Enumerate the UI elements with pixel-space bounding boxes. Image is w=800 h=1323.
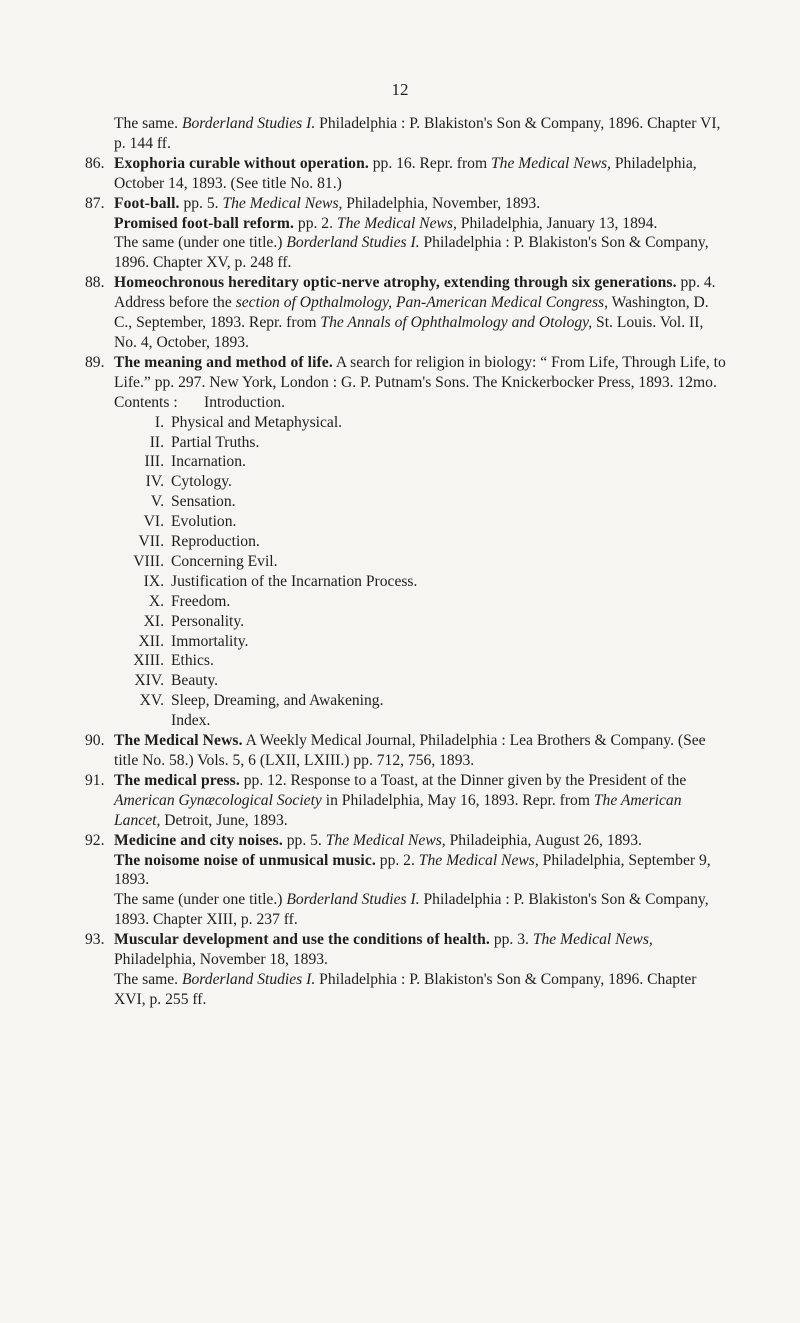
chapter-number: VII. xyxy=(138,533,164,551)
entry-86: 86. Exophoria curable without operation. pp. 16. Repr. from The Medical News, Philadelphia, October 14, 1893. (See title No. 81.) xyxy=(85,154,697,192)
chapter-title: Sensation. xyxy=(171,493,236,511)
entry-title: Medicine and city noises. xyxy=(114,831,283,849)
chapter-number: V. xyxy=(150,493,164,511)
contents-item xyxy=(114,612,730,632)
entry-number: 86. xyxy=(85,154,105,172)
contents-item xyxy=(114,452,730,472)
contents-index: Index. xyxy=(171,712,211,730)
contents-item xyxy=(114,572,730,592)
chapter-title: Cytology. xyxy=(171,473,232,491)
chapter-title: Evolution. xyxy=(171,513,237,531)
chapter-title: Immortality. xyxy=(171,632,249,650)
contents-heading: Contents : Introduction. xyxy=(114,393,285,411)
contents-item xyxy=(114,472,730,492)
chapter-number: IX. xyxy=(143,572,164,590)
chapter-number: XII. xyxy=(138,632,164,650)
contents-item xyxy=(114,413,730,433)
chapter-title: Ethics. xyxy=(171,652,214,670)
entry-title: The medical press. xyxy=(114,771,240,789)
entry-subtitle: Promised foot-ball reform. xyxy=(114,214,295,232)
contents-item xyxy=(114,532,730,552)
chapter-number: II. xyxy=(149,433,164,451)
contents-item xyxy=(114,492,730,512)
contents-item xyxy=(114,632,730,652)
page-number: 12 xyxy=(391,80,409,99)
entry-subtitle: The noisome noise of unmusical music. xyxy=(114,851,376,869)
chapter-number: XI. xyxy=(143,612,164,630)
chapter-title: Reproduction. xyxy=(171,533,260,551)
chapter-title: Partial Truths. xyxy=(171,433,260,451)
chapter-number: III. xyxy=(144,453,164,471)
entry-88: 88. Homeochronous hereditary optic-nerve atrophy, extending through six generations. pp. 4. Address before the section of Opthalmology, Pan-American Medical Congress, Washington, D. C., September, 1893. Repr. from The Annals of Ophthalmology and Otology, St. Louis. Vol. II, No. 4, October, 1893. xyxy=(85,274,716,351)
chapter-title: Beauty. xyxy=(171,672,219,690)
bibliography-list xyxy=(85,114,730,1010)
chapter-number: IV. xyxy=(145,473,164,491)
entry-87: 87. Foot-ball. pp. 5. The Medical News, Philadelphia, November, 1893. Promised foot-ball reform. pp. 2. The Medical News, Philadelphia, January 13, 1894. The same (under one title.) Borderland Studies I. Philadelphia : P. Blakiston's Son & Company, 1896. Chapter XV, p. 248 ff. xyxy=(85,194,709,272)
chapter-number: VI. xyxy=(143,513,164,531)
chapter-number: I. xyxy=(154,413,164,431)
contents-item xyxy=(114,552,730,572)
chapter-number: XV. xyxy=(139,692,164,710)
entry-title: Homeochronous hereditary optic-nerve atrophy, extending through six generations. xyxy=(114,274,677,292)
entry-title: Exophoria curable without operation. xyxy=(114,154,369,172)
chapter-number: XIV. xyxy=(134,672,164,690)
entry-92: 92. Medicine and city noises. pp. 5. The Medical News, Philadeiphia, August 26, 1893. The noisome noise of unmusical music. pp. 2. The Medical News, Philadelphia, September 9, 1893. The same (under one title.) Borderland Studies I. Philadelphia : P. Blakiston's Son & Company, 1893. Chapter XIII, p. 237 ff. xyxy=(85,831,711,929)
contents-list xyxy=(114,413,730,712)
contents-item xyxy=(114,592,730,612)
entry-title: The meaning and method of life. xyxy=(114,353,333,371)
entry-title: Foot-ball. xyxy=(114,194,180,212)
chapter-title: Concerning Evil. xyxy=(171,552,278,570)
entry-93: 93. Muscular development and use the conditions of health. pp. 3. The Medical News, Philadelphia, November 18, 1893. The same. Borderland Studies I. Philadelphia : P. Blakiston's Son & Company, 1896. Chapter XVI, p. 255 ff. xyxy=(85,931,697,1008)
chapter-title: Physical and Metaphysical. xyxy=(171,413,343,431)
entry-title: Muscular development and use the conditions of health. xyxy=(114,931,490,949)
contents-item xyxy=(114,433,730,453)
entry-number: 87. xyxy=(85,194,105,212)
entry-91: 91. The medical press. pp. 12. Response to a Toast, at the Dinner given by the President of the American Gynæcological Society in Philadelphia, May 16, 1893. Repr. from The American Lancet, Detroit, June, 1893. xyxy=(85,771,687,829)
chapter-number: X. xyxy=(148,592,164,610)
chapter-title: Sleep, Dreaming, and Awakening. xyxy=(171,692,384,710)
chapter-number: XIII. xyxy=(133,652,164,670)
chapter-title: Incarnation. xyxy=(171,453,246,471)
chapter-title: Personality. xyxy=(171,612,245,630)
contents-item xyxy=(114,691,730,711)
contents-item xyxy=(114,512,730,532)
entry-number: 92. xyxy=(85,831,105,849)
chapter-title: Freedom. xyxy=(171,592,231,610)
contents-item xyxy=(114,651,730,671)
contents-item xyxy=(114,671,730,691)
entry-89: 89. The meaning and method of life. A search for religion in biology: “ From Life, Through Life, to Life.” pp. 297. New York, London : G. P. Putnam's Sons. The Knickerbocker Press, 1893. 12mo. Contents : Introduction. I. Physical and Metaphysical. II. Partial Truths. III. Incarnation. IV. Cytology. V. Sensation. VI. Evolution. VII. Reproduction. VIII. Concerning Evil. IX. Justification of the Incarnation Process. X. Freedom. XI. Personality. XII. Immortality. XIII. Ethics. XIV. Beauty. XV. Sleep, Dreaming, and Awakening. Index. xyxy=(90,353,730,731)
entry-number: 91. xyxy=(85,771,105,789)
entry-number: 88. xyxy=(85,274,105,292)
entry-90: 90. The Medical News. A Weekly Medical Journal, Philadelphia : Lea Brothers & Company. (See title No. 58.) Vols. 5, 6 (LXII, LXIII.) pp. 712, 756, 1893. xyxy=(85,732,706,769)
chapter-title: Justification of the Incarnation Process. xyxy=(171,572,418,590)
entry-title: The Medical News. xyxy=(114,732,243,750)
entry-number: 89. xyxy=(85,353,105,371)
entry-85-continuation: The same. Borderland Studies I. Philadelphia : P. Blakiston's Son & Company, 1896. Chapter VI, p. 144 ff. xyxy=(114,115,721,152)
chapter-number: VIII. xyxy=(133,552,164,570)
entry-number: 90. xyxy=(85,732,105,750)
entry-number: 93. xyxy=(85,931,105,949)
